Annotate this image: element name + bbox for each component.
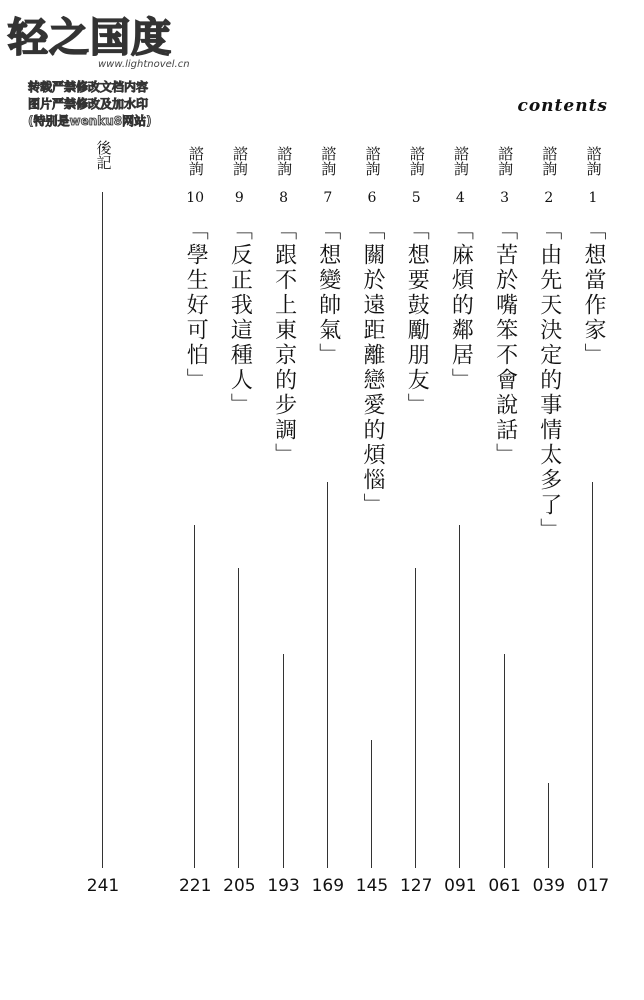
chapter-number: 6 <box>367 190 377 206</box>
toc-entry-afterword[interactable] <box>83 140 123 920</box>
toc-entry[interactable] <box>352 140 392 920</box>
toc-entry[interactable] <box>175 140 215 920</box>
consult-label <box>308 140 348 182</box>
chapter-title: 「想當作家」 <box>581 218 606 368</box>
watermark-line: (特别是wenku8网站) <box>28 114 152 128</box>
chapter-title: 「想變帥氣」 <box>315 218 341 368</box>
page-number: 061 <box>488 876 521 896</box>
page-number: 017 <box>576 876 610 896</box>
chapter-title: 「苦於嘴笨不會說話」 <box>492 218 518 468</box>
toc-entry[interactable] <box>396 140 436 920</box>
consult-label <box>219 140 259 182</box>
leader-line <box>459 525 460 868</box>
page-number: 221 <box>178 876 212 896</box>
toc-entry[interactable] <box>264 140 304 920</box>
watermark-line: 转载严禁修改文档内容 <box>28 80 149 94</box>
consult-label <box>485 140 525 182</box>
toc-entry[interactable] <box>573 140 613 920</box>
consult-label-text: 諮詢 <box>230 146 249 176</box>
chapter-number: 1 <box>588 190 598 206</box>
leader-line <box>283 654 284 868</box>
consult-label-text: 諮詢 <box>363 146 382 176</box>
page-number: 145 <box>355 876 389 896</box>
chapter-title: 「學生好可怕」 <box>183 218 209 393</box>
leader-line <box>238 568 239 868</box>
toc-entry[interactable] <box>485 140 525 920</box>
consult-label <box>396 140 436 182</box>
leader-line <box>327 482 328 868</box>
leader-line <box>371 740 372 868</box>
page-number: 039 <box>532 876 566 896</box>
chapter-number: 2 <box>544 190 554 206</box>
leader-line <box>102 192 103 868</box>
afterword-label-text: 後記 <box>94 140 113 170</box>
chapter-title: 「麻煩的鄰居」 <box>448 218 474 393</box>
consult-label-text: 諮詢 <box>319 146 338 176</box>
page-number: 127 <box>399 876 433 896</box>
contents-heading: contents <box>517 96 608 116</box>
page-number: 169 <box>311 876 345 896</box>
toc-entry[interactable] <box>219 140 259 920</box>
consult-label <box>529 140 569 182</box>
page-number: 241 <box>86 876 120 896</box>
consult-label-text: 諮詢 <box>186 146 205 176</box>
watermark-brand: 轻之国度 <box>8 15 172 61</box>
chapter-title: 「由先天決定的事情太多了」 <box>536 218 562 543</box>
consult-label-text: 諮詢 <box>275 146 294 176</box>
page-number: 091 <box>444 876 477 896</box>
consult-label-text: 諮詢 <box>540 146 559 176</box>
consult-label-text: 諮詢 <box>407 146 426 176</box>
consult-label <box>573 140 613 182</box>
consult-label-text: 諮詢 <box>584 146 603 176</box>
toc-entry[interactable] <box>529 140 569 920</box>
chapter-title: 「想要鼓勵朋友」 <box>404 218 430 418</box>
consult-label <box>440 140 480 182</box>
page-number: 205 <box>223 876 256 896</box>
chapter-number: 5 <box>411 190 421 206</box>
consult-label-text: 諮詢 <box>496 146 515 176</box>
toc-entry[interactable] <box>440 140 480 920</box>
chapter-number: 9 <box>234 190 244 206</box>
watermark-site: www.lightnovel.cn <box>98 59 190 70</box>
watermark <box>2 6 192 126</box>
afterword-label <box>83 140 123 170</box>
consult-label <box>352 140 392 182</box>
watermark-line: 图片严禁修改及加水印 <box>28 97 149 111</box>
chapter-number: 3 <box>500 190 510 206</box>
leader-line <box>548 783 549 868</box>
leader-line <box>504 654 505 868</box>
leader-line <box>194 525 195 868</box>
consult-label-text: 諮詢 <box>451 146 470 176</box>
chapter-title: 「跟不上東京的步調」 <box>271 218 297 468</box>
chapter-number: 7 <box>323 190 333 206</box>
chapter-number: 8 <box>279 190 289 206</box>
toc-entry[interactable] <box>308 140 348 920</box>
consult-label <box>175 140 215 182</box>
chapter-number: 4 <box>455 190 465 206</box>
chapter-title: 「反正我這種人」 <box>227 218 253 418</box>
chapter-title: 「關於遠距離戀愛的煩惱」 <box>360 218 385 518</box>
leader-line <box>415 568 416 868</box>
chapter-number: 10 <box>186 190 205 206</box>
consult-label <box>264 140 304 182</box>
leader-line <box>592 482 593 868</box>
page-number: 193 <box>267 876 300 896</box>
